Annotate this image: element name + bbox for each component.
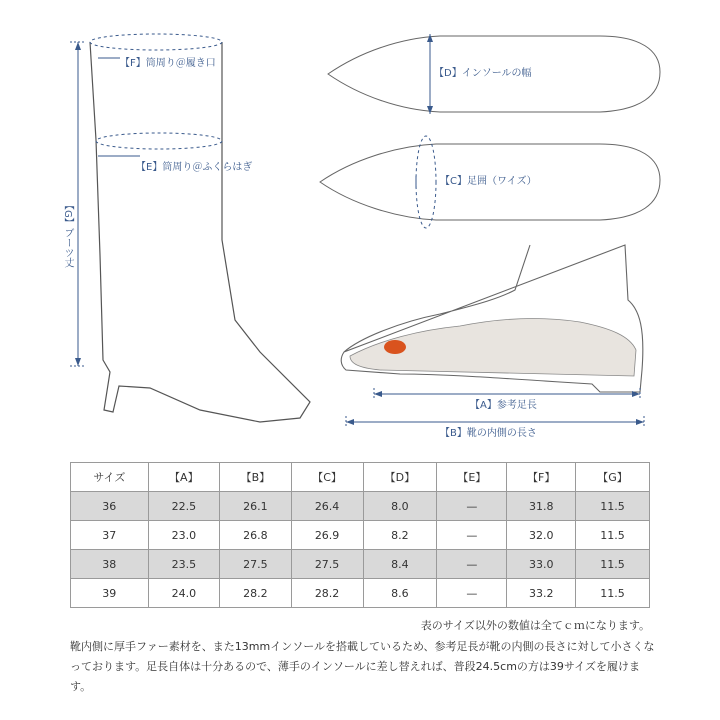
table-cell: 11.5 <box>576 521 650 550</box>
table-cell: 8.0 <box>363 492 437 521</box>
description-paragraph: 靴内側に厚手ファー素材を、また13mmインソールを搭載しているため、参考足長が靴の内側の長さに対して小さくなっております。足長自体は十分あるので、薄手のインソールに差し替えれば、普段24.5cmの方は39サイズを履けます。 <box>70 640 655 693</box>
table-row <box>71 521 650 550</box>
label-d: 【D】インソールの幅 <box>434 68 532 79</box>
e-ellipse <box>96 133 222 149</box>
table-cell: 33.2 <box>507 579 576 608</box>
table-cell: 23.5 <box>148 550 220 579</box>
label-e: 【E】筒周り＠ふくらはぎ <box>136 162 253 173</box>
table-cell: 28.2 <box>291 579 363 608</box>
table-cell: — <box>437 492 507 521</box>
table-header: 【C】 <box>291 463 363 492</box>
boot-outline <box>90 42 310 422</box>
table-cell: — <box>437 550 507 579</box>
table-header: 【A】 <box>148 463 220 492</box>
table-cell: — <box>437 579 507 608</box>
table-header: 【G】 <box>576 463 650 492</box>
table-cell: 26.9 <box>291 521 363 550</box>
table-cell: 36 <box>71 492 149 521</box>
table-cell: 11.5 <box>576 492 650 521</box>
c-ellipse <box>416 136 436 228</box>
table-cell: 32.0 <box>507 521 576 550</box>
f-ellipse <box>90 34 222 50</box>
toe-accent <box>384 340 406 354</box>
table-header: 【D】 <box>363 463 437 492</box>
label-b: 【B】靴の内側の長さ <box>440 428 537 439</box>
table-cell: 26.4 <box>291 492 363 521</box>
table-cell: 11.5 <box>576 579 650 608</box>
table-cell: 11.5 <box>576 550 650 579</box>
label-c: 【C】足囲（ワイズ） <box>440 176 537 187</box>
table-header: サイズ <box>71 463 149 492</box>
size-table <box>70 462 650 608</box>
table-cell: 26.8 <box>220 521 292 550</box>
label-f: 【F】筒周り＠履き口 <box>120 58 216 69</box>
label-g: 【G】ブーツ丈 <box>62 200 73 268</box>
table-cell: 26.1 <box>220 492 292 521</box>
table-cell: 33.0 <box>507 550 576 579</box>
table-cell: 8.4 <box>363 550 437 579</box>
table-header: 【F】 <box>507 463 576 492</box>
table-cell: 27.5 <box>291 550 363 579</box>
table-cell: 38 <box>71 550 149 579</box>
table-cell: 23.0 <box>148 521 220 550</box>
table-cell: 31.8 <box>507 492 576 521</box>
table-cell: 37 <box>71 521 149 550</box>
table-header-row <box>71 463 650 492</box>
table-row <box>71 550 650 579</box>
table-cell: 28.2 <box>220 579 292 608</box>
table-cell: 24.0 <box>148 579 220 608</box>
table-cell: 8.6 <box>363 579 437 608</box>
table-header: 【E】 <box>437 463 507 492</box>
table-cell: 22.5 <box>148 492 220 521</box>
label-a: 【A】参考足長 <box>470 400 537 411</box>
table-cell: — <box>437 521 507 550</box>
table-cell: 27.5 <box>220 550 292 579</box>
table-cell: 39 <box>71 579 149 608</box>
table-cell: 8.2 <box>363 521 437 550</box>
table-row <box>71 492 650 521</box>
table-header: 【B】 <box>220 463 292 492</box>
unit-note: 表のサイズ以外の数値は全てｃｍになります。 <box>420 619 650 632</box>
table-row <box>71 579 650 608</box>
